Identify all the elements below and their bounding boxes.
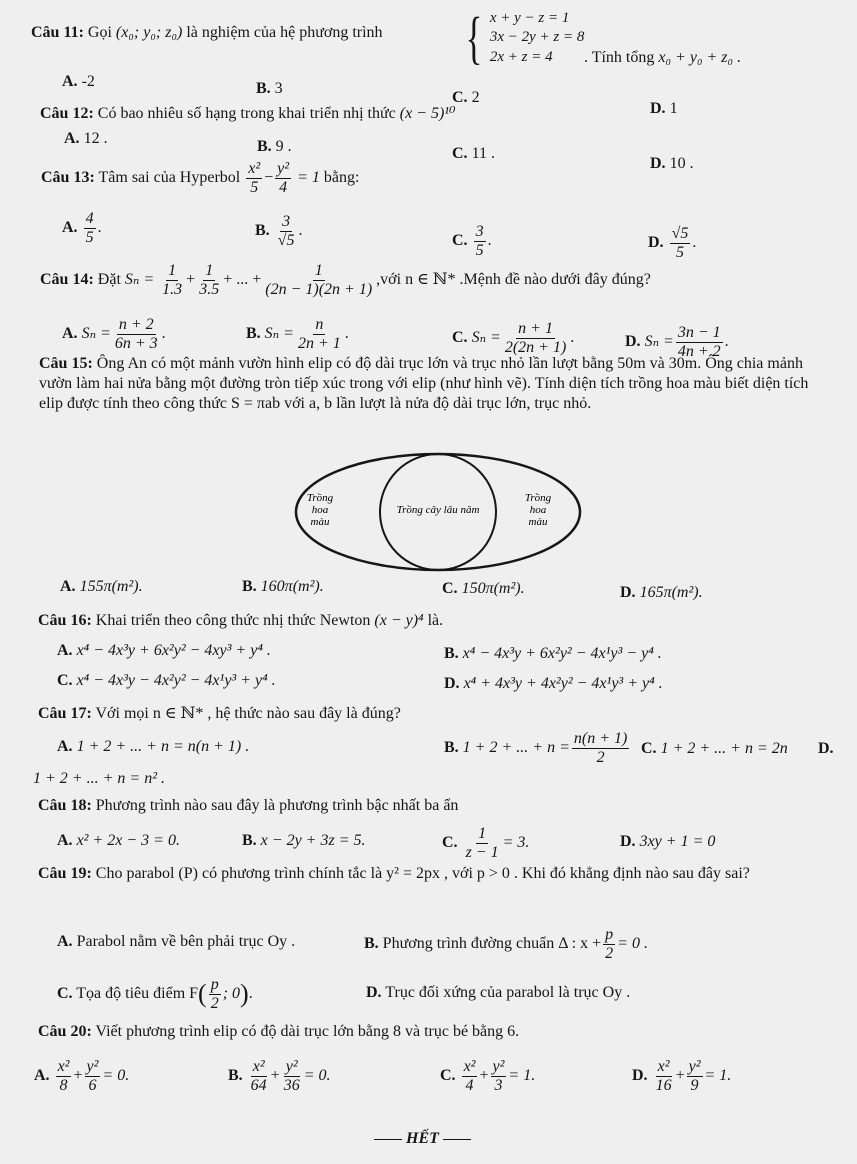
q20-options-2-l: C. xyxy=(440,1066,456,1084)
q18-a-l: A. xyxy=(57,832,73,849)
q13-options-3-num: √5 xyxy=(671,225,689,242)
q12-options-3-l: D. xyxy=(650,155,666,172)
q16-text: Khai triển theo công thức nhị thức Newton xyxy=(95,612,371,629)
q20-label: Câu 20: xyxy=(38,1023,92,1040)
q20-option-b[interactable]: B. $\frac{\text{x²}}{64}$ + $\frac{\text{y²}}{36}$ = 0. xyxy=(228,1058,331,1094)
q17-b-den: 2 xyxy=(596,748,605,766)
q19-option-a[interactable] xyxy=(57,933,295,951)
q18-stem xyxy=(38,797,458,815)
q14-sn: Sₙ = xyxy=(124,270,155,288)
q18-option-b[interactable] xyxy=(242,832,366,850)
q20-options-3-rhs: = 1. xyxy=(704,1066,732,1084)
q12-options-0-v: 12 . xyxy=(83,130,108,147)
q12-options-0-l: A. xyxy=(64,130,80,147)
q13-label: Câu 13: xyxy=(41,168,95,186)
q14-options-3-den: 4n + 2 xyxy=(677,342,721,360)
q19-option-d[interactable] xyxy=(366,984,630,1002)
q18-d-l: D. xyxy=(620,833,636,850)
q19-d-l: D. xyxy=(366,984,382,1001)
q18-option-c[interactable] xyxy=(442,825,529,861)
q14-options-1-num: n xyxy=(315,316,324,333)
q14-options-2-den: 2(2n + 1) xyxy=(504,338,567,356)
q16-stem xyxy=(38,612,443,630)
q18-text: Phương trình nào sau đây là phương trình bậc nhất ba ẩn xyxy=(95,797,459,814)
q14-t3d: (2n − 1)(2n + 1) xyxy=(265,280,373,298)
end-marker xyxy=(370,1130,475,1148)
q15-label: Câu 15: xyxy=(39,355,93,372)
q19-label: Câu 19: xyxy=(38,865,92,882)
q20-options-1-d2: 36 xyxy=(283,1076,300,1094)
q11-option-c[interactable] xyxy=(452,89,480,107)
fig-left-label-1: Trồng xyxy=(306,492,334,504)
q16-text2: là. xyxy=(427,612,444,629)
q17-a-l: A. xyxy=(57,738,73,755)
q14-t1n: 1 xyxy=(168,262,177,279)
q20-options-2-d2: 3 xyxy=(494,1076,503,1094)
q15-option-b[interactable] xyxy=(242,578,324,596)
fig-right-label-1: Trồng xyxy=(524,492,552,504)
q17-option-b[interactable] xyxy=(444,730,631,766)
fig-center-label: Trồng cây lâu năm xyxy=(396,504,480,516)
q12-options-2-l: C. xyxy=(452,145,468,162)
q12-option-b[interactable] xyxy=(257,138,292,156)
q18-d-v: 3xy + 1 = 0 xyxy=(639,833,716,850)
q16-options-2-v: x⁴ − 4x³y − 4x²y² − 4x¹y³ + y⁴ . xyxy=(76,672,276,689)
q11-text-b: là nghiệm của hệ phương trình xyxy=(186,24,383,41)
q19-c-num: p xyxy=(210,976,219,993)
q20-options-2-rhs: = 1. xyxy=(508,1066,536,1084)
q14-t3n: 1 xyxy=(314,262,323,279)
q12-options-2-v: 11 . xyxy=(471,145,495,162)
q13-options-2-tail: . xyxy=(487,231,492,249)
q11-options-2-v: 2 xyxy=(471,89,480,106)
q16-options-3-v: x⁴ + 4x³y + 4x²y² − 4x¹y³ + y⁴ . xyxy=(463,675,663,692)
q20-stem xyxy=(38,1023,519,1041)
q13-options-0-den: 5 xyxy=(85,228,94,246)
q18-c-tail: = 3. xyxy=(502,833,530,851)
q16-option-d[interactable] xyxy=(444,675,663,693)
q16-option-a[interactable] xyxy=(57,642,271,660)
q15-figure xyxy=(290,446,590,576)
q14-t2n: 1 xyxy=(205,262,214,279)
q15-options-2-v: 150π(m²). xyxy=(461,580,525,597)
q20-option-d[interactable]: D. $\frac{\text{x²}}{16}$ + $\frac{\text{y²}}{9}$ = 1. xyxy=(632,1058,732,1094)
q14-options-1-lhs: Sₙ = xyxy=(264,324,294,342)
q14-t2d: 3.5 xyxy=(199,280,220,298)
q12-option-c[interactable] xyxy=(452,145,495,163)
q16-options-0-v: x⁴ − 4x³y + 6x²y² − 4xy³ + y⁴ . xyxy=(76,642,271,659)
q20-options-3-l: D. xyxy=(632,1066,648,1084)
q11-options-3-v: 1 xyxy=(669,100,678,117)
q16-options-1-v: x⁴ − 4x³y + 6x²y² − 4x¹y³ − y⁴ . xyxy=(462,645,662,662)
q11-sum: x₀ + y₀ + z₀ . xyxy=(658,49,742,66)
q19-b-tail: = 0 . xyxy=(617,934,648,952)
system-brace: { xyxy=(465,5,483,70)
q11-stem xyxy=(31,24,383,42)
q15-options-1-l: B. xyxy=(242,578,257,595)
q15-options-0-l: A. xyxy=(60,578,76,595)
q15-options-1-v: 160π(m²). xyxy=(260,578,324,595)
q20-text: Viết phương trình elip có độ dài trục lớn bằng 8 và trục bé bằng 6. xyxy=(95,1023,520,1040)
q19-c-den: 2 xyxy=(210,994,219,1012)
q19-b-v: Phương trình đường chuẩn Δ : x + xyxy=(382,934,602,952)
q14-label: Câu 14: xyxy=(40,270,94,288)
q13-options-0-num: 4 xyxy=(85,210,94,227)
q16-option-b[interactable] xyxy=(444,645,662,663)
q20-option-a[interactable]: A. $\frac{\text{x²}}{8}$ + $\frac{\text{y²}}{6}$ = 0. xyxy=(34,1058,130,1094)
q17-c-l: C. xyxy=(641,740,657,757)
q14-options-0-lhs: Sₙ = xyxy=(81,324,111,342)
q19-b-den: 2 xyxy=(605,944,614,962)
q16-label: Câu 16: xyxy=(38,612,92,629)
q14-option-b[interactable]: B. Sₙ = $\frac{n}{2n + 1}$ . xyxy=(246,316,349,352)
q11-option-d[interactable] xyxy=(650,100,678,118)
q18-b-v: x − 2y + 3z = 5. xyxy=(260,832,366,849)
q13-stem: Câu 13: Tâm sai của Hyperbol $\frac{\text{x²}}{5}$ − $\frac{\text{y²}}{4}$ = 1 bằng: xyxy=(41,160,360,196)
q20-options-3-d2: 9 xyxy=(690,1076,699,1094)
q14-stem: Câu 14: Đặt Sₙ = $\frac{1}{1.3}$ + $\frac{1}{3.5}$ + ... + $\frac{1}{(2n - 1)(2n + 1)}$ ,với n ∈ ℕ* .Mệnh đề nào dưới đây đúng? xyxy=(40,262,651,298)
q19-a-v: Parabol nằm về bên phải trục Oy . xyxy=(76,933,296,950)
q11-options-1-l: B. xyxy=(256,80,271,97)
q13-eq-tail: = 1 xyxy=(297,168,320,186)
q19-c-l: C. xyxy=(57,984,73,1002)
q14-options-3-lhs: Sₙ = xyxy=(644,332,674,350)
q11-text-a: Gọi xyxy=(87,24,112,41)
q20-options-3-d1: 16 xyxy=(655,1076,672,1094)
q13-options-3-l: D. xyxy=(648,233,664,251)
q15-options-3-l: D. xyxy=(620,584,636,601)
q15-option-c[interactable] xyxy=(442,580,525,598)
q11-var: (x₀; y₀; z₀) xyxy=(115,24,183,41)
q13-option-b[interactable] xyxy=(255,213,302,249)
q16-options-3-l: D. xyxy=(444,675,460,692)
q13-options-1-tail: . xyxy=(298,221,303,239)
q17-stem xyxy=(38,705,401,723)
q14-options-1-l: B. xyxy=(246,324,261,342)
q20-options-1-rhs: = 0. xyxy=(303,1066,331,1084)
q11-options-0-v: -2 xyxy=(81,73,95,90)
q11-options-2-l: C. xyxy=(452,89,468,106)
q13-option-d[interactable] xyxy=(648,225,696,261)
q14-options-0-l: A. xyxy=(62,324,78,342)
q11-option-a[interactable] xyxy=(62,73,95,91)
q18-c-den: z − 1 xyxy=(465,843,499,861)
q13-option-a[interactable] xyxy=(62,210,102,246)
q11-eq-3: 2x + z = 4 xyxy=(489,48,553,65)
q14-mid: + ... + xyxy=(223,270,262,288)
q18-c-l: C. xyxy=(442,833,458,851)
q12-options-3-v: 10 . xyxy=(669,155,694,172)
q12-text: Có bao nhiêu số hạng trong khai triển nhị thức xyxy=(97,105,396,122)
q17-text: Với mọi n ∈ ℕ* , hệ thức nào sau đây là đúng? xyxy=(95,705,401,722)
q14-options-2-l: C. xyxy=(452,328,468,346)
q13-options-1-num: 3 xyxy=(282,213,291,230)
q17-b-num: n(n + 1) xyxy=(573,730,628,747)
q12-options-1-l: B. xyxy=(257,138,272,155)
q12-expr: (x − 5)¹⁰ xyxy=(399,105,456,122)
q18-a-v: x² + 2x − 3 = 0. xyxy=(76,832,180,849)
q19-b-num: p xyxy=(605,926,614,943)
q13-option-c[interactable] xyxy=(452,223,492,259)
q18-b-l: B. xyxy=(242,832,257,849)
q17-option-a[interactable] xyxy=(57,738,249,756)
q20-options-0-rhs: = 0. xyxy=(102,1066,130,1084)
q17-option-c[interactable] xyxy=(641,740,788,758)
q17-c-v: 1 + 2 + ... + n = 2n xyxy=(660,740,788,757)
q17-label: Câu 17: xyxy=(38,705,92,722)
q20-options-0-l: A. xyxy=(34,1066,50,1084)
q13-options-2-l: C. xyxy=(452,231,468,249)
q14-options-2-num: n + 1 xyxy=(518,320,553,337)
q12-options-1-v: 9 . xyxy=(275,138,292,155)
q13-options-1-l: B. xyxy=(255,221,270,239)
q11-options-0-l: A. xyxy=(62,73,78,90)
q13-text: Tâm sai của Hyperbol xyxy=(98,168,241,186)
q14-options-0-den: 6n + 3 xyxy=(114,334,158,352)
q15-options-3-v: 165π(m²). xyxy=(639,584,703,601)
q14-options-3-l: D. xyxy=(625,332,641,350)
q18-c-num: 1 xyxy=(478,825,487,842)
q18-option-a[interactable] xyxy=(57,832,180,850)
q17-a-v: 1 + 2 + ... + n = n(n + 1) . xyxy=(76,738,250,755)
fig-left-label-3: màu xyxy=(310,516,330,528)
q13-options-2-num: 3 xyxy=(475,223,484,240)
q12-option-a[interactable] xyxy=(64,130,108,148)
q14-options-2-lhs: Sₙ = xyxy=(471,328,501,346)
q19-text: Cho parabol (P) có phương trình chính tắc là y² = 2px , với p > 0 . Khi đó khẳng định nào sau đây sai? xyxy=(95,865,750,882)
fig-left-label-2: hoa xyxy=(311,504,329,516)
q14-t1d: 1.3 xyxy=(162,280,183,298)
q12-label: Câu 12: xyxy=(40,105,94,122)
q19-option-b[interactable] xyxy=(364,926,648,962)
q18-option-d[interactable] xyxy=(620,833,715,851)
q14-text: Đặt xyxy=(97,270,121,288)
q14-option-a[interactable]: A. Sₙ = $\frac{n + 2}{6n + 3}$ . xyxy=(62,316,166,352)
fig-right-label-2: hoa xyxy=(529,504,547,516)
q16-options-1-l: B. xyxy=(444,645,459,662)
q19-a-l: A. xyxy=(57,933,73,950)
q17-option-d[interactable] xyxy=(33,770,165,788)
q16-expr: (x − y)⁴ xyxy=(374,612,424,629)
q16-options-2-l: C. xyxy=(57,672,73,689)
q20-options-1-d1: 64 xyxy=(250,1076,267,1094)
q14-text2: ,với n ∈ ℕ* .Mệnh đề nào dưới đây đúng? xyxy=(376,270,651,288)
q14-option-d[interactable]: D. Sₙ = $\frac{3n - 1}{4n + 2}$ . xyxy=(625,324,729,360)
q15-options-2-l: C. xyxy=(442,580,458,597)
q18-label: Câu 18: xyxy=(38,797,92,814)
q17-b-lhs: 1 + 2 + ... + n = xyxy=(462,738,570,756)
q13-options-1-den: √5 xyxy=(277,231,295,249)
q19-stem xyxy=(38,862,838,887)
q12-option-d[interactable] xyxy=(650,155,694,173)
q13-options-0-tail: . xyxy=(97,218,102,236)
q20-options-0-d1: 8 xyxy=(59,1076,68,1094)
q11-system xyxy=(460,5,585,70)
q17-option-d-label[interactable] xyxy=(818,740,834,758)
q20-options-2-d1: 4 xyxy=(465,1076,474,1094)
q15-options-0-v: 155π(m²). xyxy=(79,578,143,595)
q14-options-1-den: 2n + 1 xyxy=(297,334,341,352)
q14-options-0-num: n + 2 xyxy=(118,316,154,333)
q11-option-b[interactable] xyxy=(256,80,283,98)
end-text: HẾT xyxy=(406,1130,439,1147)
q16-option-c[interactable] xyxy=(57,672,276,690)
q19-c-v: Tọa độ tiêu điểm F xyxy=(76,984,199,1002)
q19-option-c[interactable]: C. Tọa độ tiêu điểm F( $\frac{p}{2}$ ; 0). xyxy=(57,976,253,1012)
q11-text-c: . Tính tổng xyxy=(584,49,655,66)
q13-text2: bằng: xyxy=(323,168,360,186)
q16-options-0-l: A. xyxy=(57,642,73,659)
q17-b-l: B. xyxy=(444,738,459,756)
q14-option-c[interactable]: C. Sₙ = $\frac{n + 1}{2(2n + 1)}$ . xyxy=(452,320,575,356)
q15-text: Ông An có một mảnh vườn hình elip có độ dài trục lớn và trục nhỏ lần lượt bằng 50m và 30m. Ông chia mảnh vườn làm hai nửa bằng một đường tròn tiếp xúc trong với elip (như hình vẽ). Tính diện tích trồng hoa màu biết diện tích elip được tính theo công thức S = πab với a, b lần lượt là nửa độ dài trục lớn, trục nhỏ. xyxy=(39,355,809,412)
q14-options-3-num: 3n − 1 xyxy=(677,324,721,341)
q20-options-0-d2: 6 xyxy=(88,1076,97,1094)
q13-options-3-tail: . xyxy=(692,233,697,251)
q11-tail xyxy=(584,49,741,67)
q11-options-3-l: D. xyxy=(650,100,666,117)
q15-option-a[interactable] xyxy=(60,578,143,596)
q15-option-d[interactable] xyxy=(620,584,703,602)
q13-options-3-den: 5 xyxy=(675,243,684,261)
q20-option-c[interactable]: C. $\frac{\text{x²}}{4}$ + $\frac{\text{y²}}{3}$ = 1. xyxy=(440,1058,536,1094)
q20-options-1-l: B. xyxy=(228,1066,243,1084)
q12-stem xyxy=(40,105,456,123)
q15-stem xyxy=(39,354,829,414)
q13-options-0-l: A. xyxy=(62,218,78,236)
q11-eq-1: x + y − z = 1 xyxy=(489,10,570,27)
q17-d-v: 1 + 2 + ... + n = n² . xyxy=(33,770,165,787)
q17-d-l: D. xyxy=(818,740,834,757)
q19-c-tail: ; 0 xyxy=(222,984,241,1002)
q19-d-v: Trục đối xứng của parabol là trục Oy . xyxy=(385,984,631,1001)
q11-options-1-v: 3 xyxy=(274,80,283,97)
q19-b-l: B. xyxy=(364,934,379,952)
q11-label: Câu 11: xyxy=(31,24,84,41)
q11-eq-2: 3x − 2y + z = 8 xyxy=(489,29,585,46)
q13-options-2-den: 5 xyxy=(475,241,484,259)
fig-right-label-3: màu xyxy=(528,516,548,528)
